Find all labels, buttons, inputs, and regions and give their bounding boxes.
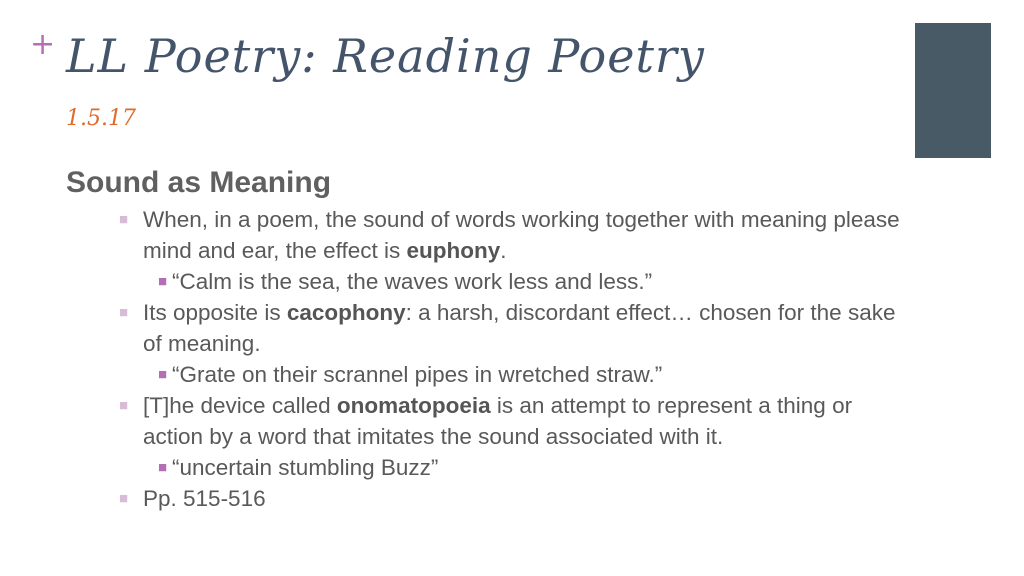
plus-icon: +	[30, 27, 56, 62]
bold-term: euphony	[406, 238, 501, 263]
sub-item-cacophony-example	[66, 359, 906, 390]
square-bullet-icon: ■	[119, 490, 129, 507]
bold-term: onomatopoeia	[336, 393, 491, 418]
bullet-text: When, in a poem, the sound of words working together with meaning please mind and ear, the effect is	[143, 207, 900, 263]
square-bullet-icon: ■	[158, 459, 168, 476]
bullet-text: [T]he device called	[143, 393, 337, 418]
square-bullet-icon: ■	[119, 304, 129, 321]
section-heading: Sound as Meaning	[66, 166, 332, 199]
bullet-text: Its opposite is	[143, 300, 287, 325]
square-bullet-icon: ■	[158, 273, 168, 290]
bullet-item-onomatopoeia	[66, 390, 906, 452]
sub-item-onomatopoeia-example	[66, 452, 906, 483]
square-bullet-icon: ■	[119, 397, 129, 414]
bullet-text: Pp. 515-516	[143, 486, 266, 511]
bullet-text: .	[500, 238, 507, 263]
sub-item-euphony-example	[66, 266, 906, 297]
bold-term: cacophony	[286, 300, 406, 325]
slide-date: 1.5.17	[66, 106, 136, 131]
slide-title: LL Poetry: Reading Poetry	[66, 29, 705, 83]
square-bullet-icon: ■	[158, 366, 168, 383]
sub-item-text: “Calm is the sea, the waves work less and less.”	[172, 269, 653, 294]
sub-item-text: “Grate on their scrannel pipes in wretched straw.”	[172, 362, 663, 387]
accent-block	[915, 23, 991, 158]
bullet-item-pages	[66, 483, 906, 514]
bullet-text: : a harsh, discordant effect… chosen for the sake of meaning.	[143, 300, 896, 356]
bullet-text: is an attempt to represent a thing or action by a word that imitates the sound associated with it.	[143, 393, 853, 449]
bullet-item-euphony	[66, 204, 906, 266]
sub-item-text: “uncertain stumbling Buzz”	[172, 455, 439, 480]
bullet-item-cacophony	[66, 297, 906, 359]
slide-body	[66, 164, 906, 514]
square-bullet-icon: ■	[119, 211, 129, 228]
